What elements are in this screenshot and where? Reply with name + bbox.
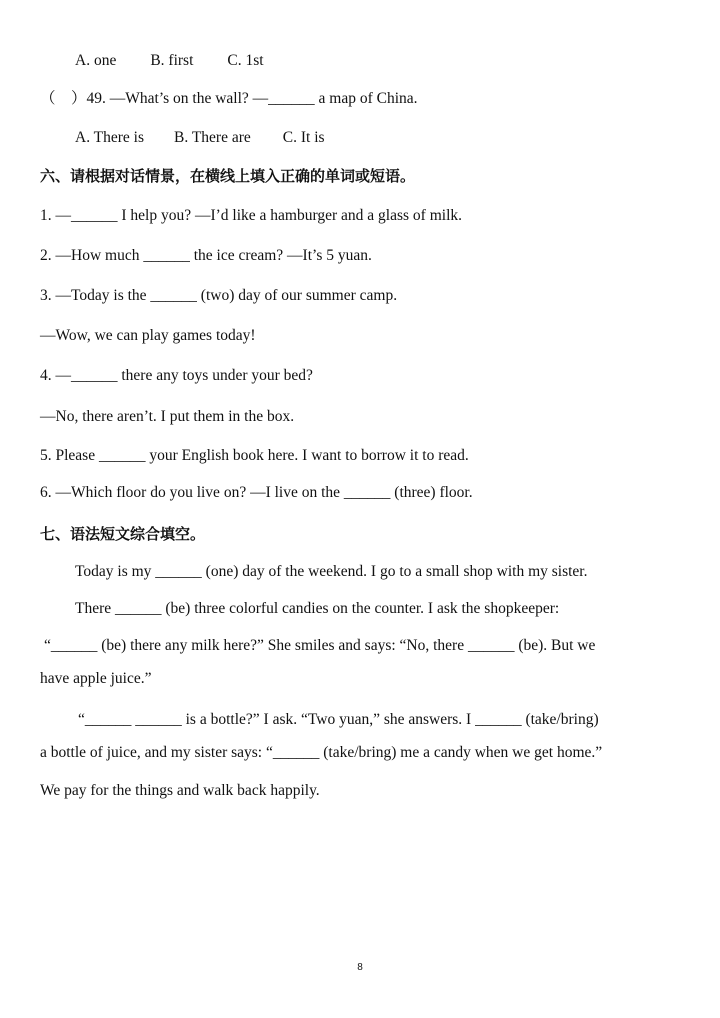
passage-line-3: “______ (be) there any milk here?” She smiles and says: “No, there ______ (be). But we — [44, 637, 596, 654]
q49-options — [75, 128, 325, 148]
section6-item-5: 5. Please ______ your English book here. I want to borrow it to read. — [40, 447, 469, 464]
q48-option-c: C. 1st — [227, 52, 264, 69]
passage-line-5: “______ ______ is a bottle?” I ask. “Two yuan,” she answers. I ______ (take/bring) — [78, 711, 599, 728]
q48-options — [75, 51, 264, 71]
section6-item-2: 2. —How much ______ the ice cream? —It’s 5 yuan. — [40, 247, 372, 264]
section6-item-3-reply: —Wow, we can play games today! — [40, 327, 256, 344]
section6-item-6: 6. —Which floor do you live on? —I live on the ______ (three) floor. — [40, 484, 473, 501]
passage-line-7: We pay for the things and walk back happily. — [40, 782, 320, 799]
section6-item-3: 3. —Today is the ______ (two) day of our summer camp. — [40, 287, 398, 304]
q48-option-a: A. one — [75, 52, 117, 69]
section7-heading: 七、语法短文综合填空。 — [40, 525, 206, 543]
passage-line-2: There ______ (be) three colorful candies on the counter. I ask the shopkeeper: — [75, 600, 560, 617]
passage-line-4: have apple juice.” — [40, 670, 152, 687]
section6-item-1: 1. —______ I help you? —I’d like a hamburger and a glass of milk. — [40, 207, 462, 224]
q48-option-b: B. first — [150, 52, 194, 69]
q49-option-c: C. It is — [282, 129, 325, 146]
passage-line-6: a bottle of juice, and my sister says: “______ (take/bring) me a candy when we get home.” — [40, 744, 603, 761]
q49-option-b: B. There are — [174, 129, 251, 146]
section6-item-4: 4. —______ there any toys under your bed? — [40, 367, 313, 384]
section6-item-4-reply: —No, there aren’t. I put them in the box. — [40, 408, 295, 425]
q49-stem: （ ）49. —What’s on the wall? —______ a map of China. — [40, 90, 418, 107]
passage-line-1: Today is my ______ (one) day of the weekend. I go to a small shop with my sister. — [75, 563, 588, 580]
page-number: 8 — [357, 962, 363, 973]
q49-option-a: A. There is — [75, 129, 145, 146]
section6-heading: 六、请根据对话情景，在横线上填入正确的单词或短语。 — [40, 167, 416, 185]
